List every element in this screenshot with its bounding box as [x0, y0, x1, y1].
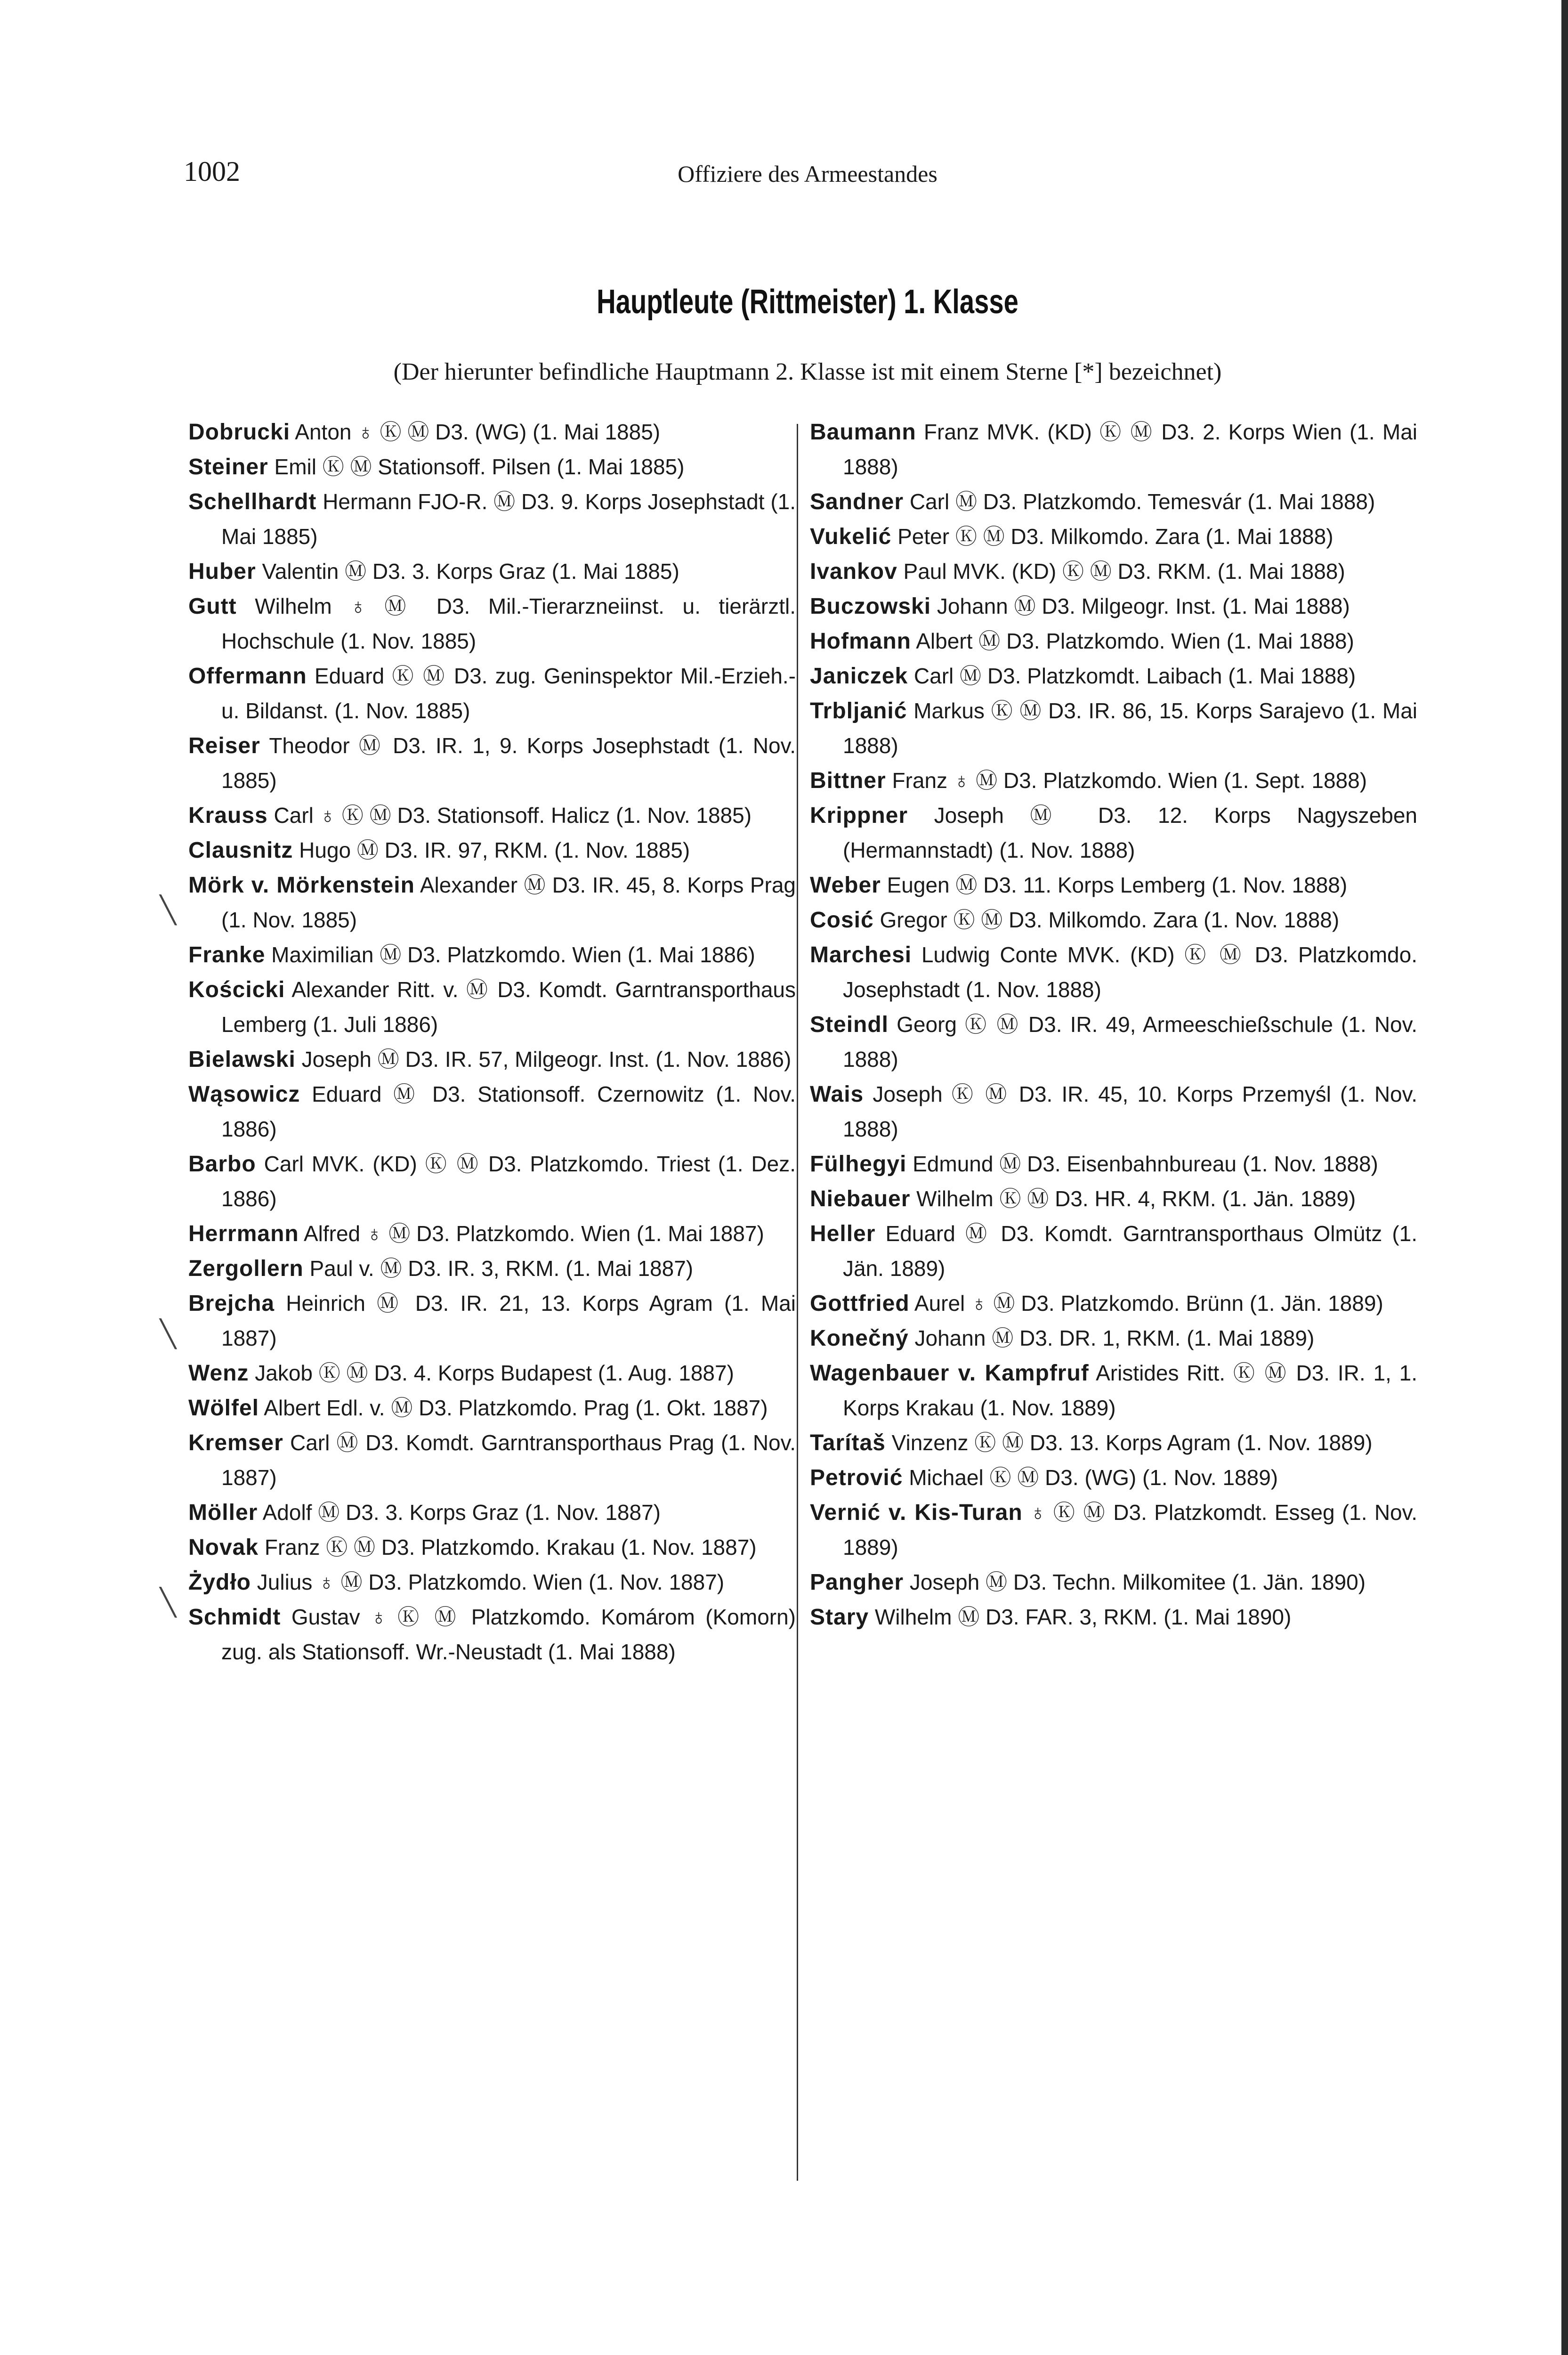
officer-details: Alexander Ⓜ D3. IR. 45, 8. Korps Prag (1. Nov. 1885): [221, 873, 796, 932]
officer-entry: [810, 1146, 1417, 1181]
officer-entry: [188, 589, 796, 658]
officer-surname: Gottfried: [810, 1291, 910, 1316]
officer-entry: [810, 902, 1417, 937]
officer-surname: Offermann: [188, 664, 307, 689]
officer-entry: [188, 937, 796, 972]
officer-entry: [810, 1321, 1417, 1356]
officer-entry: [810, 414, 1417, 484]
officer-surname: Novak: [188, 1535, 259, 1560]
officer-entry: [810, 693, 1417, 763]
officer-details: Carl Ⓜ D3. Platzkomdt. Laibach (1. Mai 1888): [908, 664, 1356, 688]
officer-surname: Wais: [810, 1082, 864, 1107]
officer-details: Wilhelm ♁ Ⓜ D3. Mil.-Tierarzneiinst. u. tierärztl. Hochschule (1. Nov. 1885): [221, 594, 796, 653]
officer-surname: Barbo: [188, 1152, 256, 1177]
officer-details: Joseph Ⓜ D3. IR. 57, Milgeogr. Inst. (1. Nov. 1886): [295, 1047, 792, 1072]
officer-surname: Petrović: [810, 1465, 903, 1490]
officer-entry: [188, 414, 796, 449]
officer-details: ♁ Ⓚ Ⓜ D3. Platzkomdt. Esseg (1. Nov. 1889): [843, 1500, 1417, 1559]
officer-entry: [188, 833, 796, 868]
officer-details: Franz Ⓚ Ⓜ D3. Platzkomdo. Krakau (1. Nov. 1887): [259, 1535, 757, 1559]
officer-entry: [188, 1390, 796, 1425]
officer-surname: Schmidt: [188, 1605, 281, 1630]
officer-details: Eduard Ⓜ D3. Komdt. Garntransporthaus Olmütz (1. Jän. 1889): [843, 1221, 1417, 1281]
officer-entry: [810, 1425, 1417, 1460]
officer-entry: [810, 554, 1417, 589]
officer-entry: [810, 484, 1417, 519]
officer-details: Paul v. Ⓜ D3. IR. 3, RKM. (1. Mai 1887): [303, 1256, 694, 1281]
officer-entry: [810, 1007, 1417, 1077]
officer-surname: Vernić v. Kis-Turan: [810, 1500, 1023, 1525]
pencil-tick-mark: ╲: [160, 1587, 176, 1618]
officer-details: Julius ♁ Ⓜ D3. Platzkomdo. Wien (1. Nov. 1887): [251, 1570, 725, 1594]
officer-surname: Sandner: [810, 489, 904, 514]
officer-details: Carl Ⓜ D3. Platzkomdo. Temesvár (1. Mai 1888): [904, 489, 1375, 514]
pencil-tick-mark: ╲: [160, 1319, 176, 1349]
officer-details: Wilhelm Ⓜ D3. FAR. 3, RKM. (1. Mai 1890): [869, 1605, 1292, 1629]
officer-entry: [188, 972, 796, 1042]
officer-entry: [810, 1077, 1417, 1146]
officer-surname: Vukelić: [810, 524, 892, 549]
officer-surname: Reiser: [188, 733, 260, 758]
officer-details: Edmund Ⓜ D3. Eisenbahnbureau (1. Nov. 1888): [906, 1152, 1378, 1176]
officer-surname: Kremser: [188, 1430, 283, 1455]
running-head: [184, 155, 1431, 198]
officer-details: Markus Ⓚ Ⓜ D3. IR. 86, 15. Korps Sarajevo (1. Mai 1888): [843, 698, 1417, 758]
officer-surname: Baumann: [810, 420, 916, 445]
officer-surname: Żydło: [188, 1570, 251, 1595]
officer-surname: Wenz: [188, 1361, 249, 1386]
officer-details: Albert Edl. v. Ⓜ D3. Platzkomdo. Prag (1. Okt. 1887): [259, 1396, 768, 1420]
officer-surname: Konečný: [810, 1326, 909, 1351]
officer-surname: Brejcha: [188, 1291, 275, 1316]
officer-entry: [188, 1356, 796, 1390]
officer-surname: Wąsowicz: [188, 1082, 300, 1107]
officer-details: Valentin Ⓜ D3. 3. Korps Graz (1. Mai 1885): [256, 559, 679, 584]
officer-surname: Niebauer: [810, 1186, 911, 1211]
officer-details: Johann Ⓜ D3. Milgeogr. Inst. (1. Mai 1888): [931, 594, 1350, 618]
officer-details: Georg Ⓚ Ⓜ D3. IR. 49, Armeeschießschule (1. Nov. 1888): [843, 1012, 1417, 1072]
officer-surname: Weber: [810, 873, 881, 898]
officer-surname: Franke: [188, 942, 266, 967]
officer-surname: Janiczek: [810, 664, 908, 689]
officer-entry: [188, 1251, 796, 1286]
officer-surname: Schellhardt: [188, 489, 317, 514]
officer-surname: Marchesi: [810, 942, 912, 967]
officer-details: Gustav ♁ Ⓚ Ⓜ Platzkomdo. Komárom (Komorn) zug. als Stationsoff. Wr.-Neustadt (1. Mai 1888): [221, 1605, 796, 1664]
officer-surname: Tarítaš: [810, 1430, 886, 1455]
officer-surname: Krippner: [810, 803, 908, 828]
officer-details: Carl ♁ Ⓚ Ⓜ D3. Stationsoff. Halicz (1. Nov. 1885): [267, 803, 752, 828]
officer-details: Alexander Ritt. v. Ⓜ D3. Komdt. Garntransporthaus Lemberg (1. Juli 1886): [221, 977, 796, 1037]
officer-surname: Buczowski: [810, 594, 931, 619]
column-divider: [797, 424, 798, 2181]
officer-surname: Cosić: [810, 908, 874, 933]
officer-entry: [188, 484, 796, 554]
officer-details: Hermann FJO-R. Ⓜ D3. 9. Korps Josephstadt (1. Mai 1885): [221, 489, 796, 549]
officer-surname: Bielawski: [188, 1047, 296, 1072]
officer-entry: [810, 1460, 1417, 1495]
officer-surname: Huber: [188, 559, 256, 584]
officer-entry: [810, 868, 1417, 902]
officer-details: Johann Ⓜ D3. DR. 1, RKM. (1. Mai 1889): [908, 1326, 1315, 1350]
officer-details: Michael Ⓚ Ⓜ D3. (WG) (1. Nov. 1889): [903, 1465, 1278, 1490]
officer-details: Eduard Ⓜ D3. Stationsoff. Czernowitz (1. Nov. 1886): [221, 1082, 796, 1141]
officer-surname: Ivankov: [810, 559, 897, 584]
officer-entry: [810, 658, 1417, 693]
officer-entry: [188, 1216, 796, 1251]
officer-details: Jakob Ⓚ Ⓜ D3. 4. Korps Budapest (1. Aug. 1887): [249, 1361, 734, 1385]
officer-details: Joseph Ⓜ D3. Techn. Milkomitee (1. Jän. 1890): [904, 1570, 1366, 1594]
officer-surname: Heller: [810, 1221, 876, 1246]
officer-entry: [810, 937, 1417, 1007]
officer-details: Aristides Ritt. Ⓚ Ⓜ D3. IR. 1, 1. Korps Krakau (1. Nov. 1889): [843, 1361, 1418, 1420]
officer-details: Franz MVK. (KD) Ⓚ Ⓜ D3. 2. Korps Wien (1. Mai 1888): [843, 420, 1417, 479]
officer-details: Emil Ⓚ Ⓜ Stationsoff. Pilsen (1. Mai 1885): [268, 455, 685, 479]
officer-surname: Stary: [810, 1605, 869, 1630]
running-title: Offiziere des Armeestandes: [678, 161, 938, 187]
officer-surname: Kościcki: [188, 977, 285, 1002]
officer-details: Carl Ⓜ D3. Komdt. Garntransporthaus Prag (1. Nov. 1887): [221, 1430, 796, 1490]
officer-surname: Bittner: [810, 768, 886, 793]
officer-details: Paul MVK. (KD) Ⓚ Ⓜ D3. RKM. (1. Mai 1888): [897, 559, 1345, 584]
officer-entry: [188, 1425, 796, 1495]
officer-surname: Steindl: [810, 1012, 889, 1037]
officer-entry: [810, 519, 1417, 554]
officer-details: Wilhelm Ⓚ Ⓜ D3. HR. 4, RKM. (1. Jän. 1889): [910, 1186, 1356, 1211]
officer-entry: [188, 1530, 796, 1565]
officer-details: Eduard Ⓚ Ⓜ D3. zug. Geninspektor Mil.-Erzieh.- u. Bildanst. (1. Nov. 1885): [221, 664, 796, 723]
officer-entry: [810, 763, 1417, 798]
officer-entry: [188, 1042, 796, 1077]
officer-details: Alfred ♁ Ⓜ D3. Platzkomdo. Wien (1. Mai 1887): [299, 1221, 764, 1246]
officer-details: Gregor Ⓚ Ⓜ D3. Milkomdo. Zara (1. Nov. 1888): [873, 908, 1340, 932]
officer-entry: [188, 449, 796, 484]
section-note: (Der hierunter befindliche Hauptmann 2. Klasse ist mit einem Sterne [*] bezeichnet): [393, 358, 1222, 385]
officer-entry: [188, 1286, 796, 1356]
officer-surname: Wölfel: [188, 1396, 259, 1421]
officer-surname: Pangher: [810, 1570, 904, 1595]
officer-entry: [810, 624, 1417, 658]
officer-details: Joseph Ⓜ D3. 12. Korps Nagyszeben (Hermannstadt) (1. Nov. 1888): [843, 803, 1417, 862]
officer-details: Peter Ⓚ Ⓜ D3. Milkomdo. Zara (1. Mai 1888): [891, 524, 1334, 549]
officer-entry: [810, 1356, 1417, 1425]
officer-details: Anton ♁ Ⓚ Ⓜ D3. (WG) (1. Mai 1885): [290, 420, 661, 444]
officer-surname: Clausnitz: [188, 838, 293, 863]
officer-surname: Möller: [188, 1500, 258, 1525]
officer-surname: Mörk v. Mörkenstein: [188, 873, 415, 898]
officer-details: Joseph Ⓚ Ⓜ D3. IR. 45, 10. Korps Przemyśl (1. Nov. 1888): [843, 1082, 1417, 1141]
officer-details: Hugo Ⓜ D3. IR. 97, RKM. (1. Nov. 1885): [293, 838, 690, 862]
officer-details: Maximilian Ⓜ D3. Platzkomdo. Wien (1. Mai 1886): [265, 942, 755, 967]
officer-details: Heinrich Ⓜ D3. IR. 21, 13. Korps Agram (1. Mai 1887): [221, 1291, 796, 1350]
officer-surname: Hofmann: [810, 629, 911, 654]
officer-details: Theodor Ⓜ D3. IR. 1, 9. Korps Josephstadt (1. Nov. 1885): [221, 733, 796, 793]
officer-surname: Krauss: [188, 803, 268, 828]
officer-entry: [188, 868, 796, 937]
right-column: [810, 414, 1417, 1634]
officer-details: Albert Ⓜ D3. Platzkomdo. Wien (1. Mai 1888): [911, 629, 1354, 653]
officer-entry: [810, 1181, 1417, 1216]
officer-entry: [188, 658, 796, 728]
officer-entry: [188, 554, 796, 589]
officer-details: Vinzenz Ⓚ Ⓜ D3. 13. Korps Agram (1. Nov. 1889): [885, 1430, 1373, 1455]
officer-entry: [810, 1565, 1417, 1600]
officer-surname: Fülhegyi: [810, 1152, 907, 1177]
officer-details: Aurel ♁ Ⓜ D3. Platzkomdo. Brünn (1. Jän. 1889): [909, 1291, 1383, 1316]
officer-entry: [188, 798, 796, 833]
officer-details: Eugen Ⓜ D3. 11. Korps Lemberg (1. Nov. 1888): [881, 873, 1348, 897]
officer-entry: [188, 1600, 796, 1669]
left-column: [188, 414, 796, 1669]
officer-entry: [810, 589, 1417, 624]
officer-details: Adolf Ⓜ D3. 3. Korps Graz (1. Nov. 1887): [258, 1500, 661, 1525]
page-number: 1002: [184, 156, 240, 187]
officer-entry: [810, 798, 1417, 868]
officer-entry: [188, 1077, 796, 1146]
officer-entry: [188, 1565, 796, 1600]
officer-entry: [188, 728, 796, 798]
officer-surname: Trbljanić: [810, 698, 907, 723]
officer-details: Ludwig Conte MVK. (KD) Ⓚ Ⓜ D3. Platzkomdo. Josephstadt (1. Nov. 1888): [843, 942, 1417, 1002]
officer-surname: Wagenbauer v. Kampfruf: [810, 1361, 1089, 1386]
officer-entry: [810, 1286, 1417, 1321]
officer-surname: Dobrucki: [188, 420, 291, 445]
officer-surname: Gutt: [188, 594, 237, 619]
pencil-tick-mark: ╲: [160, 895, 176, 926]
officer-entry: [810, 1216, 1417, 1286]
officer-entry: [188, 1146, 796, 1216]
section-heading: Hauptleute (Rittmeister) 1. Klasse: [597, 283, 1018, 321]
officer-entry: [188, 1495, 796, 1530]
officer-details: Franz ♁ Ⓜ D3. Platzkomdo. Wien (1. Sept. 1888): [886, 768, 1367, 793]
officer-details: Carl MVK. (KD) Ⓚ Ⓜ D3. Platzkomdo. Triest (1. Dez. 1886): [221, 1152, 796, 1211]
officer-surname: Steiner: [188, 455, 268, 479]
officer-entry: [810, 1600, 1417, 1634]
officer-surname: Zergollern: [188, 1256, 304, 1281]
officer-surname: Herrmann: [188, 1221, 299, 1246]
officer-entry: [810, 1495, 1417, 1565]
